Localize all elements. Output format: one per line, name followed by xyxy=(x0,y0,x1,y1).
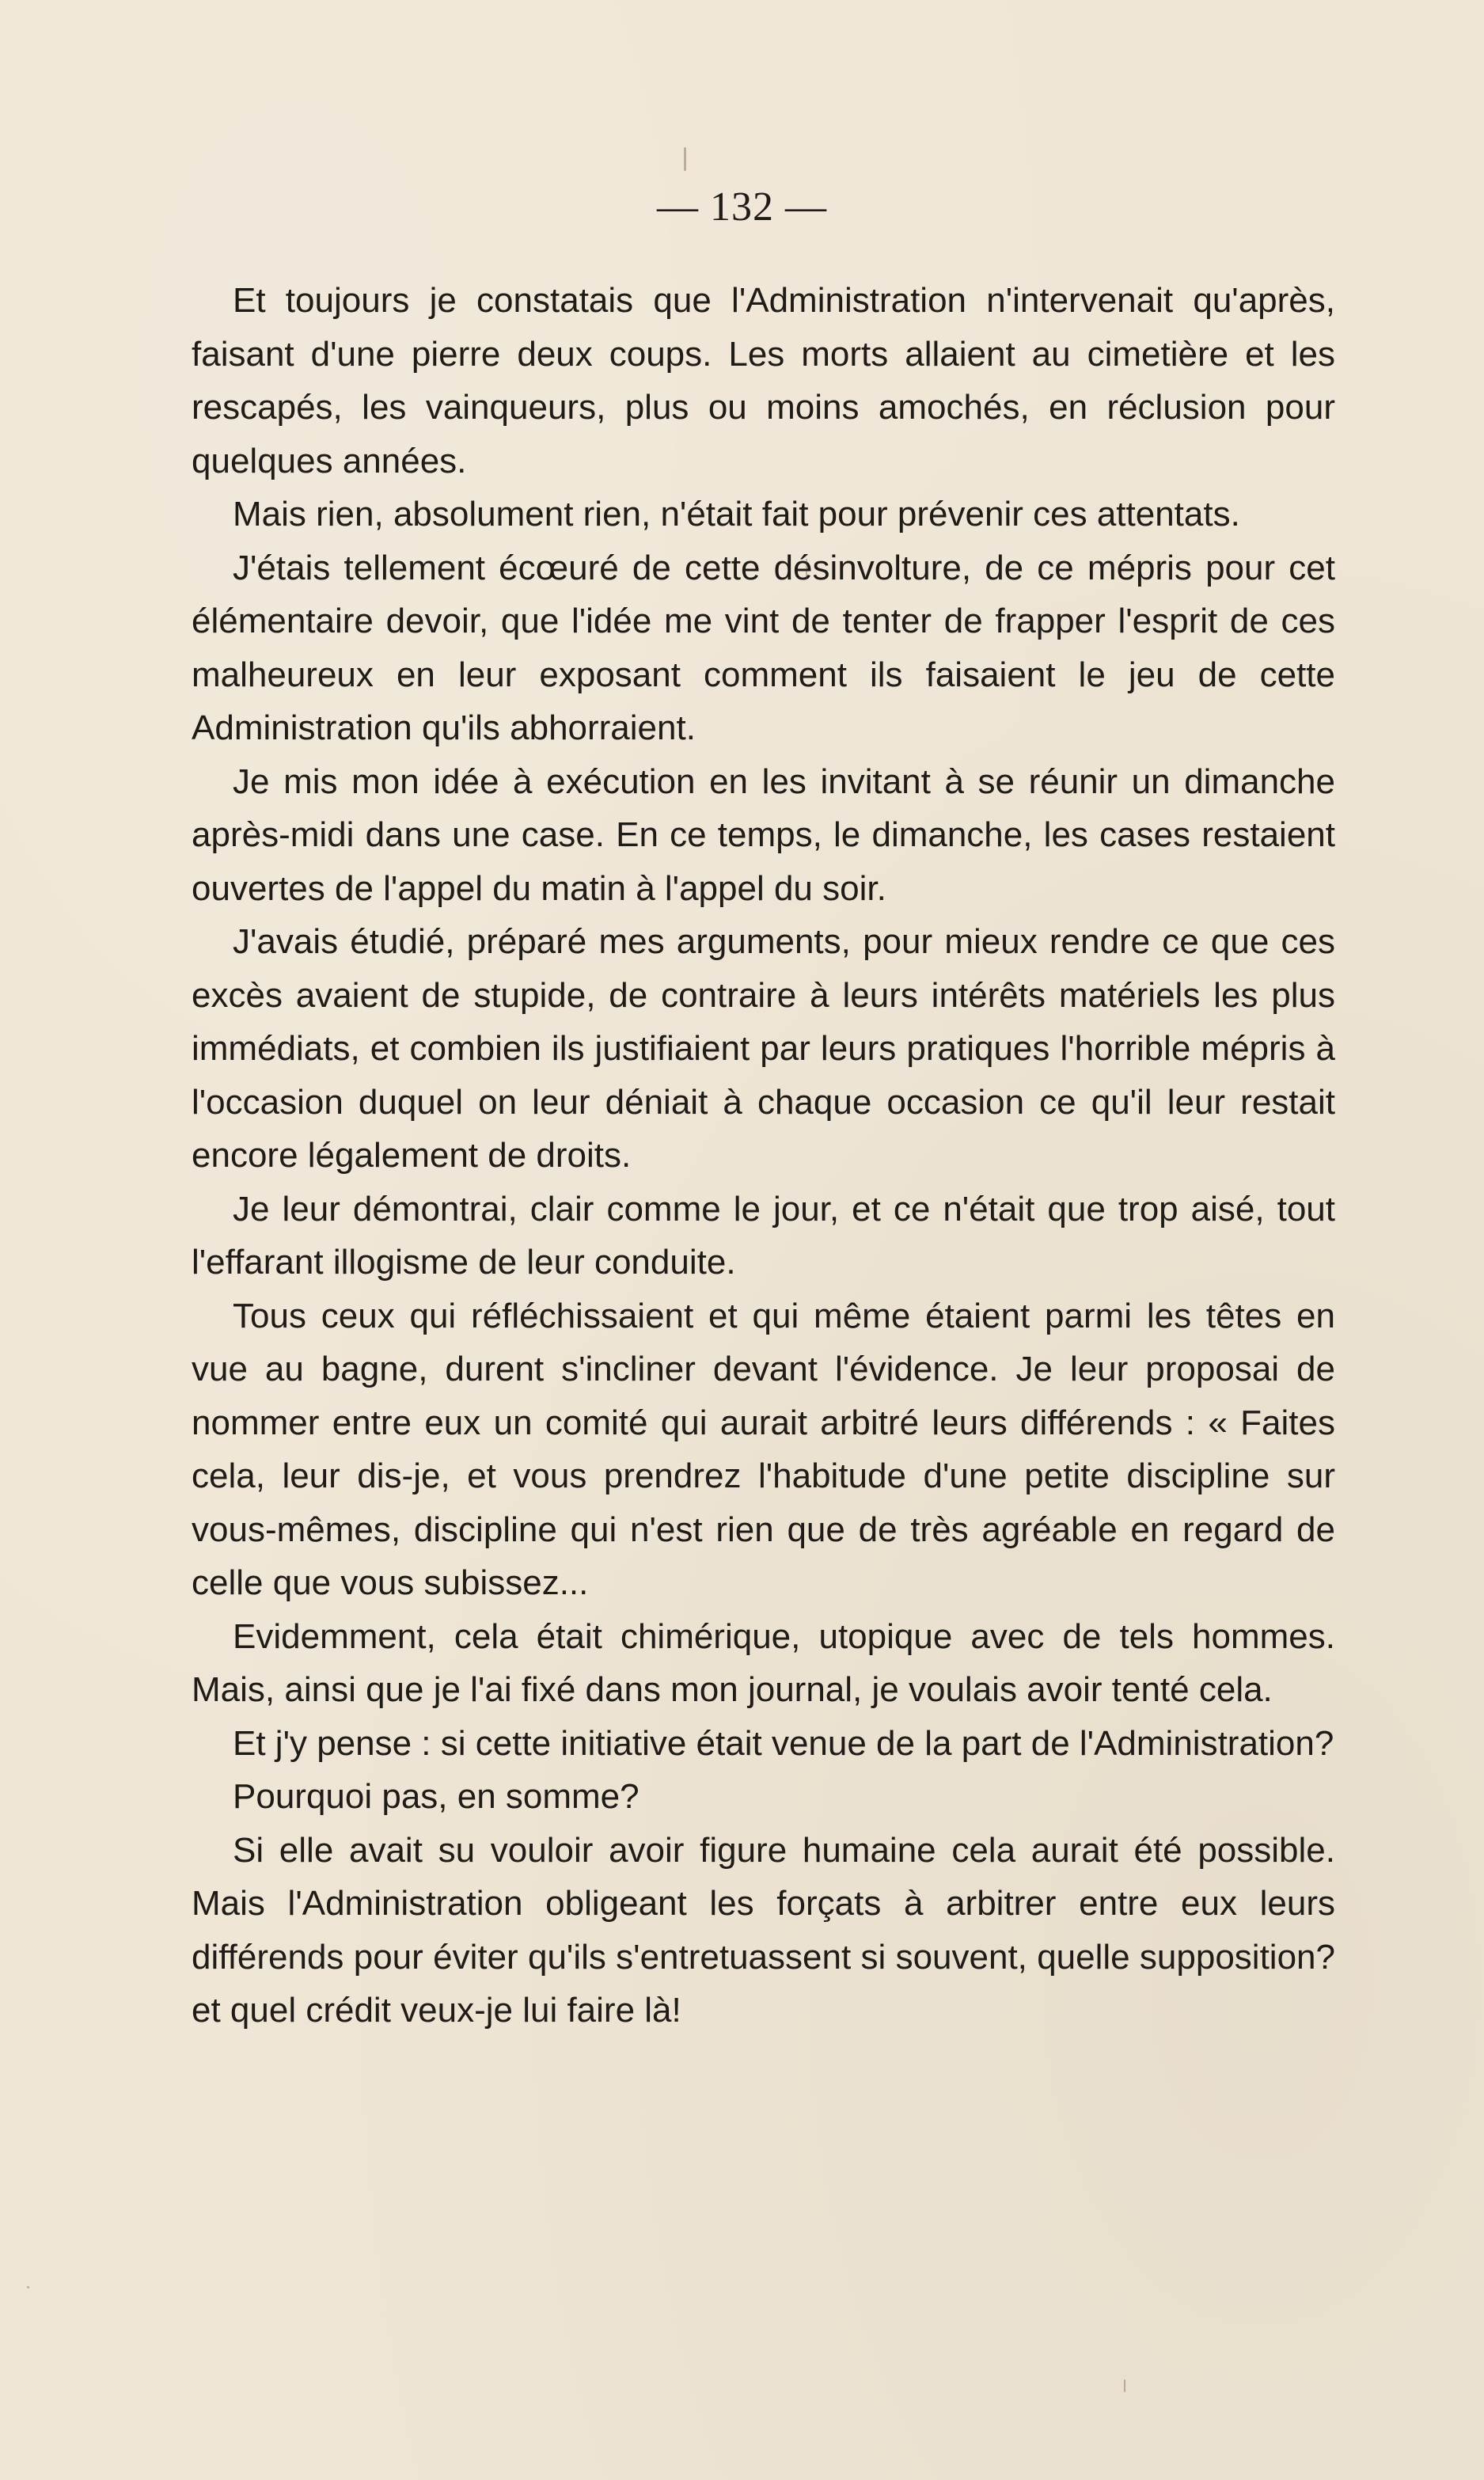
paragraph: Tous ceux qui réfléchissaient et qui même étaient parmi les têtes en vue au bagne, durent s'incliner devant l'évidence. Je leur proposai de nommer entre eux un comité qui aurait arbitré leurs différends : « Faites cela, leur dis-je, et vous prendrez l'habitude d'une petite discipline sur vous-mêmes, discipline qui n'est rien que de très agréable en regard de celle que vous subissez... xyxy=(192,1296,1335,1602)
paragraph: Et j'y pense : si cette initiative était venue de la part de l'Administration? xyxy=(233,1723,1334,1763)
paragraph: Si elle avait su vouloir avoir figure humaine cela aurait été possible. Mais l'Administration obligeant les forçats à arbitrer entre eux leurs différends pour éviter qu'ils s'entretuassent si souvent, quelle supposition? et quel crédit veux-je lui faire là! xyxy=(192,1830,1335,2030)
paragraph: Pourquoi pas, en somme? xyxy=(233,1777,640,1816)
paper-mark xyxy=(806,559,807,579)
paragraph: J'étais tellement écœuré de cette désinvolture, de ce mépris pour cet élémentaire devoir, que l'idée me vint de tenter de frapper l'esprit de ces malheureux en leur exposant comment ils faisaient le jeu de cette Administration qu'ils abhorraient. xyxy=(192,548,1335,747)
page-number: — 132 — xyxy=(657,184,827,230)
paragraph: Je leur démontrai, clair comme le jour, et ce n'était que trop aisé, tout l'effarant illogisme de leur conduite. xyxy=(192,1189,1335,1282)
paragraph: J'avais étudié, préparé mes arguments, pour mieux rendre ce que ces excès avaient de stupide, de contraire à leurs intérêts matériels les plus immédiats, et combien ils justifiaient par leurs pratiques l'horrible mépris à l'occasion duquel on leur déniait à chaque occasion ce qu'il leur restait encore légalement de droits. xyxy=(192,922,1335,1175)
paper-mark xyxy=(27,2286,29,2288)
paragraph: Je mis mon idée à exécution en les invitant à se réunir un dimanche après-midi dans une case. En ce temps, le dimanche, les cases restaient ouvertes de l'appel du matin à l'appel du soir. xyxy=(192,761,1335,908)
body-text xyxy=(192,274,1335,2038)
paragraph: Mais rien, absolument rien, n'était fait pour prévenir ces attentats. xyxy=(233,495,1240,534)
paper-mark xyxy=(1124,2379,1125,2392)
paper-mark xyxy=(684,147,686,171)
paragraph: Et toujours je constatais que l'Administration n'intervenait qu'après, faisant d'une pierre deux coups. Les morts allaient au cimetière et les rescapés, les vainqueurs, plus ou moins amochés, en réclusion pour quelques années. xyxy=(192,281,1335,480)
paragraph: Evidemment, cela était chimérique, utopique avec de tels hommes. Mais, ainsi que je l'ai fixé dans mon journal, je voulais avoir tenté cela. xyxy=(192,1616,1335,1709)
